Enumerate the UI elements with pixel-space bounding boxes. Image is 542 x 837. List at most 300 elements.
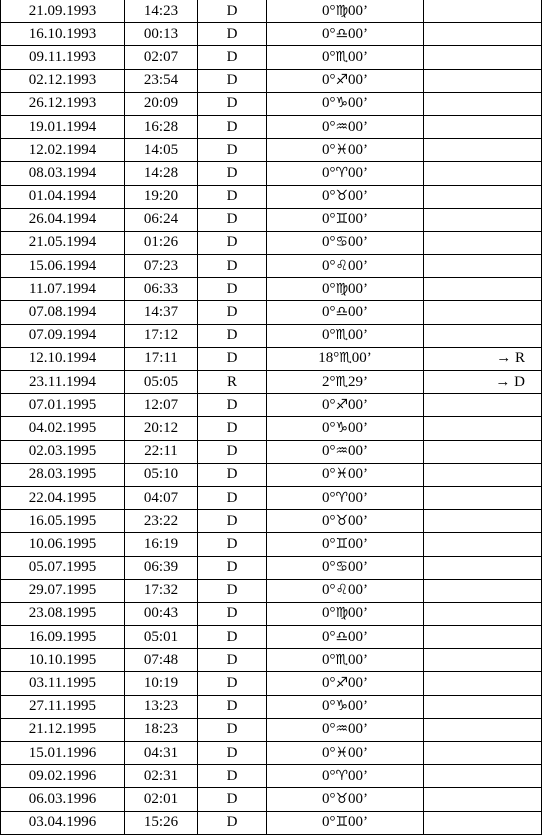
position-minutes: 00’: [348, 489, 369, 506]
position-cell: [267, 695, 424, 718]
station-note-cell: [424, 185, 542, 208]
zodiac-sign-icon: ♋: [335, 234, 349, 251]
zodiac-sign-icon: ♓: [335, 141, 349, 158]
station-note-cell: [424, 626, 542, 649]
position-cell: [267, 811, 424, 834]
time-cell: 17:32: [125, 579, 198, 602]
table-row: [1, 347, 542, 370]
direction-cell: D: [198, 742, 267, 765]
time-cell: 06:33: [125, 278, 198, 301]
table-row: [1, 69, 542, 92]
direction-cell: D: [198, 69, 267, 92]
zodiac-sign-icon: ♋: [335, 559, 349, 576]
table-row: [1, 672, 542, 695]
ephemeris-table-body: [1, 0, 542, 834]
date-cell: 09.11.1993: [1, 46, 125, 69]
position-degrees: 0°: [321, 304, 336, 321]
station-note-cell: [424, 255, 542, 278]
position-minutes: 00’: [348, 141, 369, 158]
direction-cell: D: [198, 185, 267, 208]
position-degrees: 2°: [321, 373, 336, 390]
position-degrees: 0°: [321, 164, 336, 181]
position-degrees: 0°: [321, 211, 336, 228]
table-row: [1, 255, 542, 278]
time-cell: 01:26: [125, 231, 198, 254]
direction-cell: D: [198, 672, 267, 695]
position-degrees: 0°: [321, 535, 336, 552]
direction-cell: D: [198, 115, 267, 138]
position-minutes: 00’: [348, 72, 369, 89]
zodiac-sign-icon: ♊: [335, 814, 349, 831]
date-cell: 10.10.1995: [1, 649, 125, 672]
zodiac-sign-icon: ♒: [335, 443, 349, 460]
station-note-cell: [424, 440, 542, 463]
position-degrees: 0°: [321, 72, 336, 89]
time-cell: 02:07: [125, 46, 198, 69]
zodiac-sign-icon: ♏: [335, 373, 349, 390]
time-cell: 20:09: [125, 92, 198, 115]
position-minutes: 00’: [348, 48, 369, 65]
table-row: [1, 231, 542, 254]
position-minutes: 00’: [348, 2, 369, 19]
date-cell: 19.01.1994: [1, 115, 125, 138]
position-cell: [267, 788, 424, 811]
station-note-cell: [424, 695, 542, 718]
date-cell: 08.03.1994: [1, 162, 125, 185]
table-row: [1, 324, 542, 347]
position-minutes: 00’: [348, 25, 369, 42]
date-cell: 15.01.1996: [1, 742, 125, 765]
date-cell: 16.09.1995: [1, 626, 125, 649]
position-cell: [267, 556, 424, 579]
position-minutes: 00’: [348, 628, 369, 645]
direction-cell: D: [198, 649, 267, 672]
station-note-cell: [424, 278, 542, 301]
position-degrees: 0°: [321, 466, 336, 483]
table-row: [1, 626, 542, 649]
zodiac-sign-icon: ♍: [335, 2, 349, 19]
position-degrees: 0°: [321, 25, 336, 42]
date-cell: 06.03.1996: [1, 788, 125, 811]
date-cell: 07.01.1995: [1, 394, 125, 417]
zodiac-sign-icon: ♏: [339, 350, 352, 367]
position-degrees: 0°: [321, 118, 336, 135]
date-cell: 23.11.1994: [1, 371, 125, 394]
position-minutes: 00’: [348, 767, 369, 784]
date-cell: 29.07.1995: [1, 579, 125, 602]
date-cell: 16.05.1995: [1, 510, 125, 533]
station-note-cell: [424, 811, 542, 834]
position-cell: [267, 255, 424, 278]
station-note-cell: [424, 718, 542, 741]
direction-cell: D: [198, 579, 267, 602]
position-minutes: 29’: [348, 373, 369, 390]
position-minutes: 00’: [348, 582, 369, 599]
zodiac-sign-icon: ♎: [335, 304, 349, 321]
position-degrees: 0°: [321, 512, 336, 529]
table-row: [1, 417, 542, 440]
position-cell: [267, 347, 424, 370]
time-cell: 14:05: [125, 139, 198, 162]
table-row: [1, 579, 542, 602]
table-row: [1, 278, 542, 301]
zodiac-sign-icon: ♏: [335, 651, 349, 668]
position-degrees: 0°: [321, 814, 336, 831]
direction-cell: D: [198, 347, 267, 370]
position-cell: [267, 278, 424, 301]
table-row: [1, 718, 542, 741]
position-degrees: 0°: [321, 234, 336, 251]
time-cell: 17:12: [125, 324, 198, 347]
station-note-cell: [424, 301, 542, 324]
position-minutes: 00’: [348, 721, 369, 738]
zodiac-sign-icon: ♏: [335, 48, 349, 65]
table-row: [1, 602, 542, 625]
date-cell: 26.12.1993: [1, 92, 125, 115]
station-note-cell: [424, 649, 542, 672]
station-note-cell: [424, 23, 542, 46]
time-cell: 18:23: [125, 718, 198, 741]
direction-cell: D: [198, 811, 267, 834]
time-cell: 06:39: [125, 556, 198, 579]
date-cell: 07.09.1994: [1, 324, 125, 347]
time-cell: 23:22: [125, 510, 198, 533]
zodiac-sign-icon: ♑: [335, 419, 349, 436]
time-cell: 04:31: [125, 742, 198, 765]
zodiac-sign-icon: ♉: [335, 188, 349, 205]
zodiac-sign-icon: ♐: [335, 396, 349, 413]
position-minutes: 00’: [348, 280, 369, 297]
direction-cell: D: [198, 463, 267, 486]
station-note-cell: [424, 69, 542, 92]
position-cell: [267, 324, 424, 347]
time-cell: 05:05: [125, 371, 198, 394]
date-cell: 21.12.1995: [1, 718, 125, 741]
time-cell: 07:48: [125, 649, 198, 672]
direction-cell: D: [198, 440, 267, 463]
position-cell: [267, 765, 424, 788]
time-cell: 10:19: [125, 672, 198, 695]
zodiac-sign-icon: ♓: [335, 466, 349, 483]
position-cell: [267, 46, 424, 69]
direction-cell: D: [198, 324, 267, 347]
direction-cell: D: [198, 278, 267, 301]
table-row: [1, 510, 542, 533]
time-cell: 22:11: [125, 440, 198, 463]
position-minutes: 00’: [348, 257, 369, 274]
date-cell: 02.03.1995: [1, 440, 125, 463]
time-cell: 13:23: [125, 695, 198, 718]
position-degrees: 0°: [321, 443, 336, 460]
table-row: [1, 463, 542, 486]
station-note-cell: [424, 139, 542, 162]
zodiac-sign-icon: ♉: [335, 512, 349, 529]
table-row: [1, 0, 542, 23]
station-note-cell: [424, 46, 542, 69]
position-cell: [267, 417, 424, 440]
table-row: [1, 185, 542, 208]
station-note-cell: [424, 579, 542, 602]
date-cell: 10.06.1995: [1, 533, 125, 556]
time-cell: 15:26: [125, 811, 198, 834]
table-row: [1, 811, 542, 834]
position-cell: [267, 579, 424, 602]
position-minutes: 00’: [348, 512, 369, 529]
time-cell: 14:37: [125, 301, 198, 324]
date-cell: 12.10.1994: [1, 347, 125, 370]
position-cell: [267, 626, 424, 649]
position-minutes: 00’: [348, 304, 369, 321]
time-cell: 02:31: [125, 765, 198, 788]
position-minutes: 00’: [348, 419, 369, 436]
date-cell: 22.04.1995: [1, 486, 125, 509]
station-note-cell: [424, 556, 542, 579]
station-note-cell: [424, 463, 542, 486]
station-note-cell: [424, 92, 542, 115]
table-row: [1, 649, 542, 672]
position-cell: [267, 23, 424, 46]
position-cell: [267, 486, 424, 509]
position-cell: [267, 440, 424, 463]
zodiac-sign-icon: ♊: [335, 535, 349, 552]
station-note-cell: [424, 672, 542, 695]
time-cell: 00:13: [125, 23, 198, 46]
time-cell: 17:11: [125, 347, 198, 370]
position-minutes: 00’: [348, 790, 369, 807]
zodiac-sign-icon: ♑: [335, 698, 349, 715]
position-minutes: 00’: [348, 95, 369, 112]
direction-cell: D: [198, 301, 267, 324]
table-row: [1, 742, 542, 765]
time-cell: 16:19: [125, 533, 198, 556]
station-note-cell: [424, 115, 542, 138]
position-minutes: 00’: [348, 814, 369, 831]
table-row: [1, 533, 542, 556]
position-cell: [267, 139, 424, 162]
position-degrees: 0°: [321, 95, 336, 112]
zodiac-sign-icon: ♎: [335, 25, 349, 42]
position-cell: [267, 231, 424, 254]
position-cell: [267, 533, 424, 556]
position-minutes: 00’: [348, 443, 369, 460]
station-note-cell: → R: [424, 347, 542, 370]
position-cell: [267, 371, 424, 394]
date-cell: 02.12.1993: [1, 69, 125, 92]
position-degrees: 0°: [321, 559, 336, 576]
position-cell: [267, 649, 424, 672]
position-degrees: 0°: [321, 628, 336, 645]
direction-cell: D: [198, 139, 267, 162]
table-row: [1, 115, 542, 138]
zodiac-sign-icon: ♈: [335, 489, 349, 506]
station-note-cell: [424, 533, 542, 556]
position-cell: [267, 0, 424, 23]
table-row: [1, 394, 542, 417]
direction-cell: D: [198, 556, 267, 579]
zodiac-sign-icon: ♈: [335, 767, 349, 784]
position-degrees: 0°: [321, 721, 336, 738]
time-cell: 00:43: [125, 602, 198, 625]
position-minutes: 00’: [348, 651, 369, 668]
station-note-cell: [424, 486, 542, 509]
position-cell: [267, 463, 424, 486]
position-minutes: 00’: [348, 744, 369, 761]
position-minutes: 00’: [348, 605, 369, 622]
zodiac-sign-icon: ♑: [335, 95, 349, 112]
table-row: [1, 486, 542, 509]
position-degrees: 0°: [321, 790, 336, 807]
position-cell: [267, 69, 424, 92]
position-minutes: 00’: [351, 350, 372, 367]
position-minutes: 00’: [348, 234, 369, 251]
position-cell: [267, 742, 424, 765]
position-degrees: 0°: [321, 257, 336, 274]
table-row: [1, 695, 542, 718]
date-cell: 21.05.1994: [1, 231, 125, 254]
zodiac-sign-icon: ♌: [335, 582, 349, 599]
direction-cell: D: [198, 533, 267, 556]
station-note-cell: [424, 162, 542, 185]
direction-cell: D: [198, 788, 267, 811]
position-cell: [267, 162, 424, 185]
station-note-cell: [424, 510, 542, 533]
zodiac-sign-icon: ♌: [335, 257, 349, 274]
station-note-cell: → D: [424, 371, 542, 394]
station-note-cell: [424, 788, 542, 811]
date-cell: 12.02.1994: [1, 139, 125, 162]
position-cell: [267, 672, 424, 695]
table-row: [1, 556, 542, 579]
time-cell: 16:28: [125, 115, 198, 138]
station-note-cell: [424, 231, 542, 254]
date-cell: 04.02.1995: [1, 417, 125, 440]
date-cell: 07.08.1994: [1, 301, 125, 324]
time-cell: 05:10: [125, 463, 198, 486]
date-cell: 01.04.1994: [1, 185, 125, 208]
direction-cell: D: [198, 162, 267, 185]
position-cell: [267, 394, 424, 417]
position-minutes: 00’: [348, 698, 369, 715]
time-cell: 06:24: [125, 208, 198, 231]
date-cell: 11.07.1994: [1, 278, 125, 301]
date-cell: 05.07.1995: [1, 556, 125, 579]
date-cell: 21.09.1993: [1, 0, 125, 23]
date-cell: 09.02.1996: [1, 765, 125, 788]
zodiac-sign-icon: ♉: [335, 790, 349, 807]
position-cell: [267, 718, 424, 741]
position-degrees: 0°: [321, 48, 336, 65]
position-degrees: 0°: [321, 2, 336, 19]
time-cell: 04:07: [125, 486, 198, 509]
table-row: [1, 162, 542, 185]
position-minutes: 00’: [348, 535, 369, 552]
position-minutes: 00’: [348, 118, 369, 135]
zodiac-sign-icon: ♈: [335, 164, 349, 181]
table-row: [1, 139, 542, 162]
table-row: [1, 46, 542, 69]
zodiac-sign-icon: ♍: [335, 280, 349, 297]
position-cell: [267, 115, 424, 138]
station-note-cell: [424, 324, 542, 347]
zodiac-sign-icon: ♐: [335, 675, 349, 692]
table-row: [1, 208, 542, 231]
zodiac-sign-icon: ♒: [335, 721, 349, 738]
time-cell: 07:23: [125, 255, 198, 278]
time-cell: 23:54: [125, 69, 198, 92]
direction-cell: D: [198, 23, 267, 46]
position-minutes: 00’: [348, 396, 369, 413]
zodiac-sign-icon: ♓: [335, 744, 349, 761]
position-degrees: 0°: [321, 582, 336, 599]
time-cell: 12:07: [125, 394, 198, 417]
position-minutes: 00’: [348, 559, 369, 576]
position-minutes: 00’: [348, 675, 369, 692]
position-cell: [267, 208, 424, 231]
direction-cell: D: [198, 486, 267, 509]
position-degrees: 0°: [321, 141, 336, 158]
position-degrees: 0°: [321, 651, 336, 668]
date-cell: 03.11.1995: [1, 672, 125, 695]
station-note-cell: [424, 417, 542, 440]
date-cell: 28.03.1995: [1, 463, 125, 486]
position-degrees: 0°: [321, 675, 336, 692]
position-cell: [267, 301, 424, 324]
zodiac-sign-icon: ♍: [335, 605, 349, 622]
date-cell: 23.08.1995: [1, 602, 125, 625]
position-degrees: 0°: [321, 698, 336, 715]
position-minutes: 00’: [348, 327, 369, 344]
station-note-cell: [424, 208, 542, 231]
position-degrees: 0°: [321, 419, 336, 436]
table-row: [1, 440, 542, 463]
station-note-cell: [424, 394, 542, 417]
position-cell: [267, 92, 424, 115]
position-degrees: 0°: [321, 767, 336, 784]
date-cell: 16.10.1993: [1, 23, 125, 46]
direction-cell: D: [198, 765, 267, 788]
zodiac-sign-icon: ♎: [335, 628, 349, 645]
position-minutes: 00’: [348, 188, 369, 205]
station-note-cell: [424, 765, 542, 788]
time-cell: 19:20: [125, 185, 198, 208]
position-cell: [267, 185, 424, 208]
table-row: [1, 92, 542, 115]
position-cell: [267, 602, 424, 625]
position-degrees: 0°: [321, 744, 336, 761]
direction-cell: D: [198, 394, 267, 417]
position-minutes: 00’: [348, 211, 369, 228]
direction-cell: D: [198, 0, 267, 23]
table-row: [1, 788, 542, 811]
position-degrees: 0°: [321, 489, 336, 506]
direction-cell: D: [198, 626, 267, 649]
position-degrees: 18°: [318, 350, 340, 367]
position-cell: [267, 510, 424, 533]
station-note-cell: [424, 742, 542, 765]
position-degrees: 0°: [321, 396, 336, 413]
position-degrees: 0°: [321, 188, 336, 205]
date-cell: 27.11.1995: [1, 695, 125, 718]
time-cell: 02:01: [125, 788, 198, 811]
direction-cell: D: [198, 510, 267, 533]
direction-cell: D: [198, 417, 267, 440]
table-row: [1, 765, 542, 788]
direction-cell: D: [198, 208, 267, 231]
direction-cell: D: [198, 92, 267, 115]
position-degrees: 0°: [321, 327, 336, 344]
zodiac-sign-icon: ♐: [335, 72, 349, 89]
direction-cell: D: [198, 231, 267, 254]
